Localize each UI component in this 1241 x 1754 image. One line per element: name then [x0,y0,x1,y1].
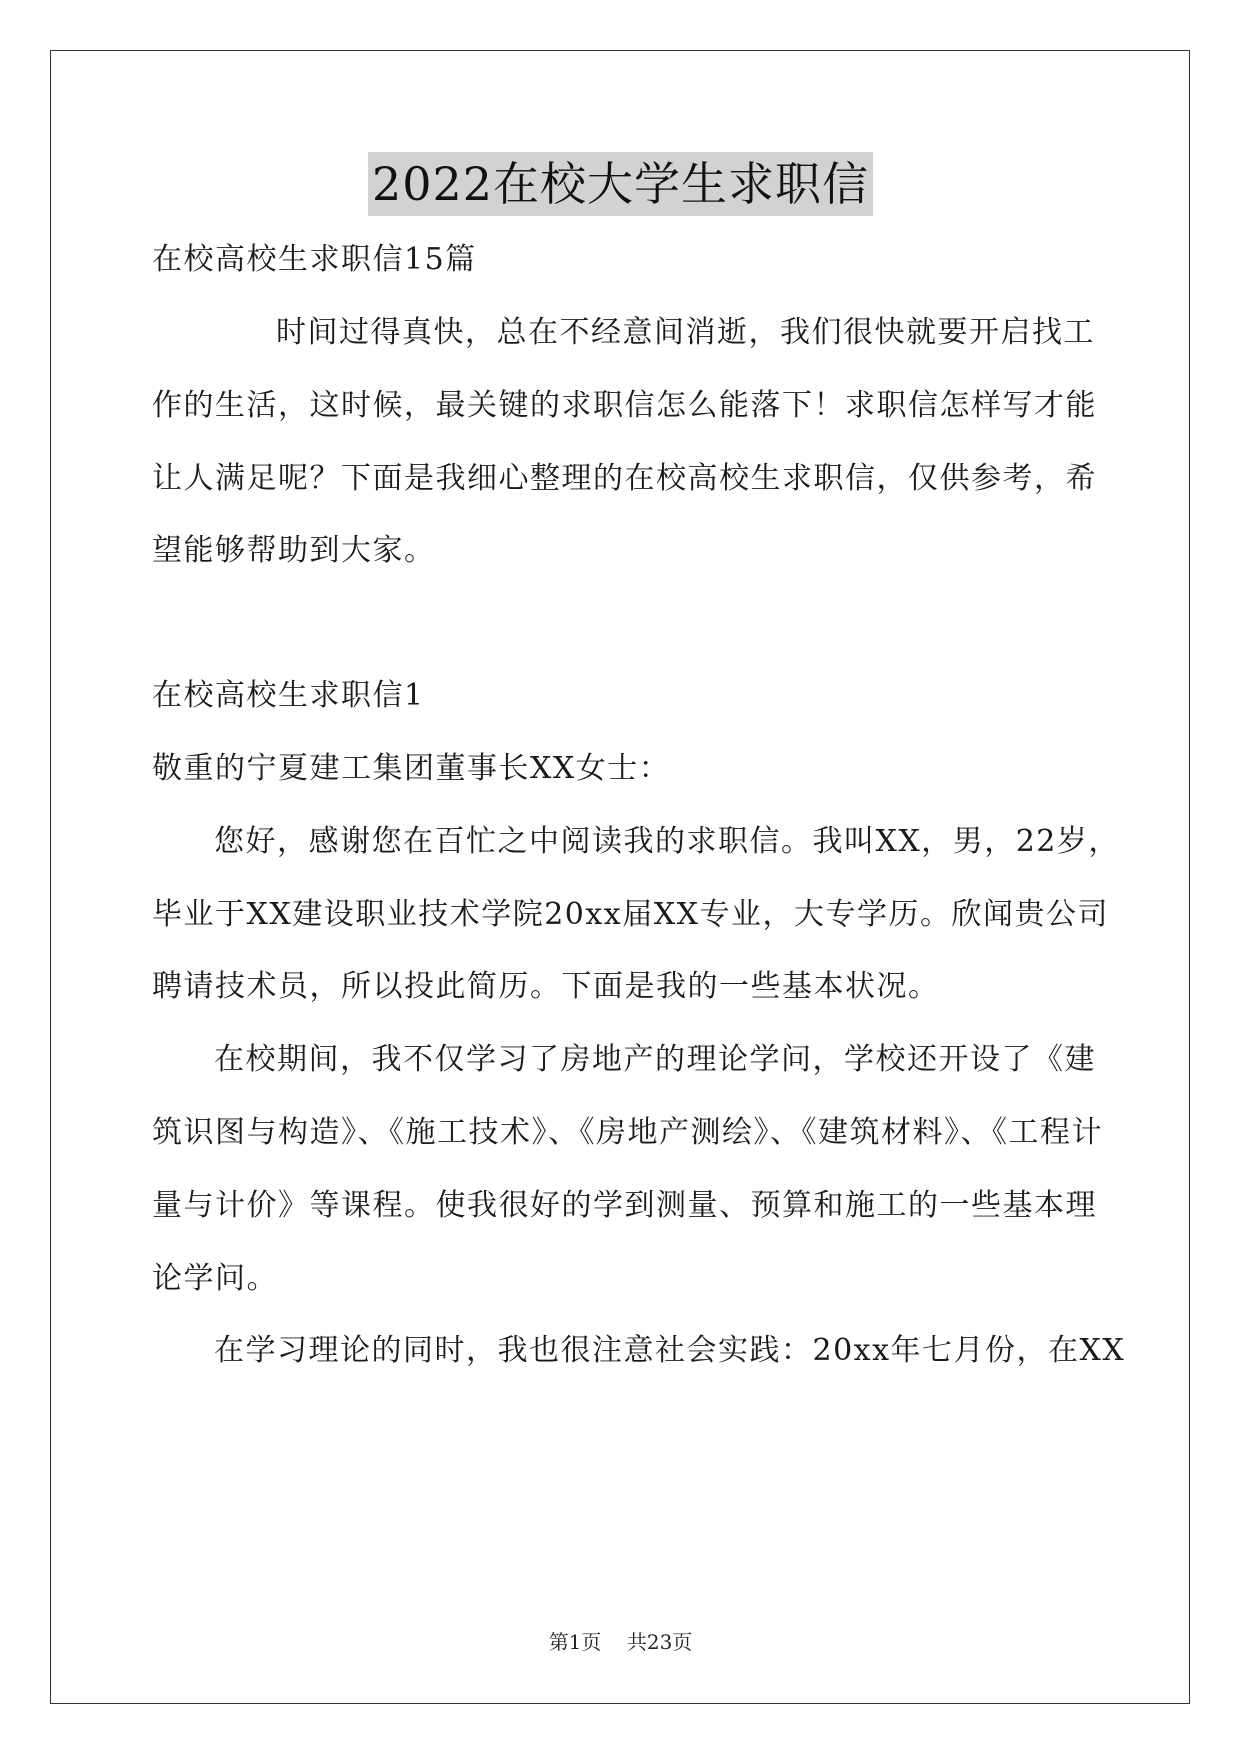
paragraph-line: 在学习理论的同时，我也很注意社会实践：20xx年七月份，在XX [214,1333,1126,1368]
paragraph-line: 聘请技术员，所以投此简历。下面是我的一些基本状况。 [152,969,940,1004]
paragraph-line: 毕业于XX建设职业技术学院20xx届XX专业，大专学历。欣闻贵公司 [152,897,1109,932]
paragraph-line: 您好，感谢您在百忙之中阅读我的求职信。我叫XX，男，22岁， [214,824,1120,859]
letter-salutation: 敬重的宁夏建工集团董事长XX女士： [152,751,671,786]
paragraph-line: 在校期间，我不仅学习了房地产的理论学问，学校还开设了《建 [214,1042,1096,1077]
intro-line: 让人满足呢？下面是我细心整理的在校高校生求职信，仅供参考，希 [152,461,1097,496]
document-subtitle: 在校高校生求职信15篇 [152,242,477,277]
section-heading: 在校高校生求职信1 [152,678,425,713]
page-frame [50,50,1190,1704]
paragraph-line: 量与计价》等课程。使我很好的学到测量、预算和施工的一些基本理 [152,1188,1097,1223]
intro-line: 时间过得真快，总在不经意间消逝，我们很快就要开启找工 [276,315,1095,350]
intro-line: 作的生活，这时候，最关键的求职信怎么能落下！求职信怎样写才能 [152,388,1097,423]
paragraph-line: 论学问。 [152,1261,278,1296]
paragraph-line: 筑识图与构造》、《施工技术》、《房地产测绘》、《建筑材料》、《工程计 [152,1115,1103,1150]
page-number: 第1页 [548,1630,602,1654]
title-container [0,152,1241,216]
document-title: 2022在校大学生求职信 [368,152,873,216]
intro-line: 望能够帮助到大家。 [152,533,436,568]
page-footer [0,1628,1241,1656]
page-total: 共23页 [626,1630,693,1654]
